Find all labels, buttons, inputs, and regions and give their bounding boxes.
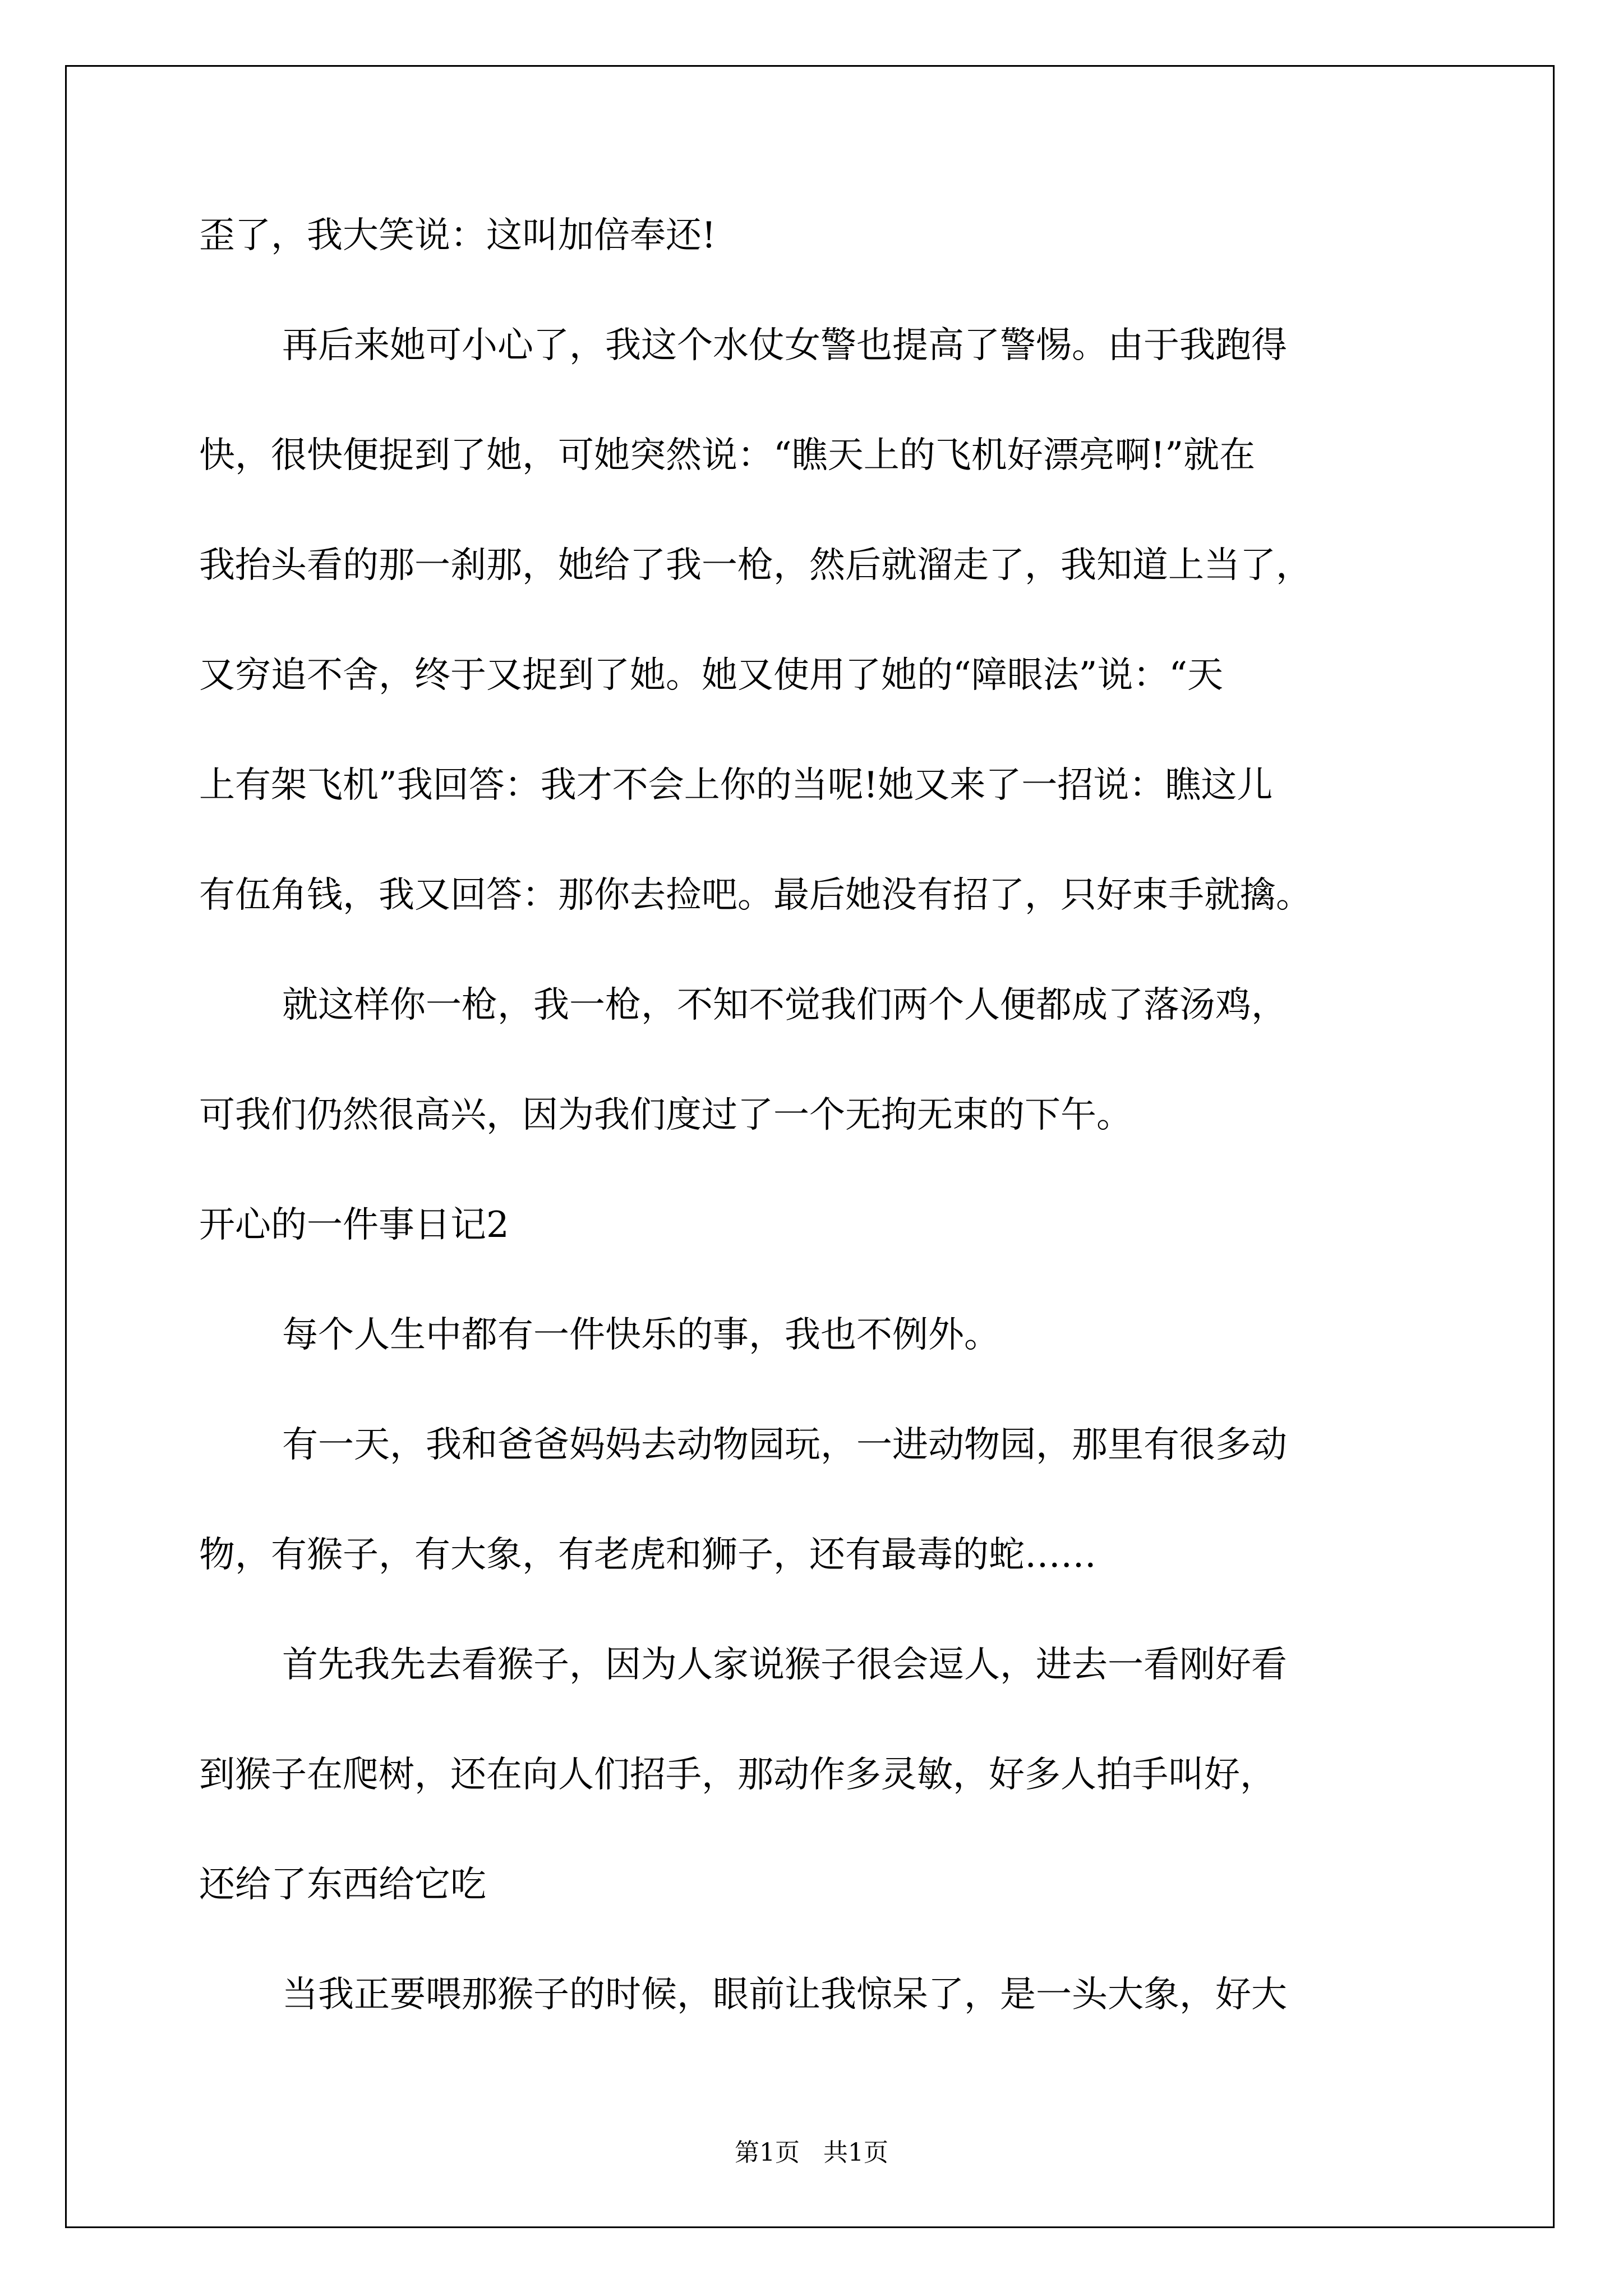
text-line: 我抬头看的那一刹那，她给了我一枪，然后就溜走了，我知道上当了， [199, 545, 1312, 586]
text-line: 歪了，我大笑说：这叫加倍奉还! [199, 215, 716, 256]
text-line: 到猴子在爬树，还在向人们招手，那动作多灵敏，好多人拍手叫好， [199, 1754, 1276, 1796]
text-line: 快，很快便捉到了她，可她突然说：“瞧天上的飞机好漂亮啊!”就在 [199, 435, 1256, 476]
paragraph-start-line: 就这样你一枪，我一枪，不知不觉我们两个人便都成了落汤鸡， [282, 984, 1287, 1026]
text-line: 可我们仍然很高兴，因为我们度过了一个无拘无束的下午。 [199, 1094, 1132, 1136]
text-line: 上有架飞机”我回答：我才不会上你的当呢!她又来了一招说：瞧这儿 [199, 765, 1273, 806]
paragraph-start-line: 有一天，我和爸爸妈妈去动物园玩，一进动物园，那里有很多动 [282, 1424, 1287, 1466]
text-line: 还给了东西给它吃 [199, 1864, 486, 1906]
text-line: 有伍角钱，我又回答：那你去捡吧。最后她没有招了，只好束手就擒。 [199, 875, 1312, 916]
section-title: 开心的一件事日记2 [199, 1204, 509, 1246]
paragraph-start-line: 当我正要喂那猴子的时候，眼前让我惊呆了，是一头大象，好大 [282, 1974, 1287, 2016]
paragraph-start-line: 每个人生中都有一件快乐的事，我也不例外。 [282, 1314, 1000, 1356]
text-line: 物，有猴子，有大象，有老虎和狮子，还有最毒的蛇…… [199, 1534, 1096, 1576]
text-line: 又穷追不舍，终于又捉到了她。她又使用了她的“障眼法”说：“天 [199, 655, 1224, 696]
paragraph-start-line: 首先我先去看猴子，因为人家说猴子很会逗人，进去一看刚好看 [282, 1644, 1287, 1686]
paragraph-start-line: 再后来她可小心了，我这个水仗女警也提高了警惕。由于我跑得 [282, 325, 1287, 366]
page-number-footer: 第1页 共1页 [735, 2138, 888, 2167]
